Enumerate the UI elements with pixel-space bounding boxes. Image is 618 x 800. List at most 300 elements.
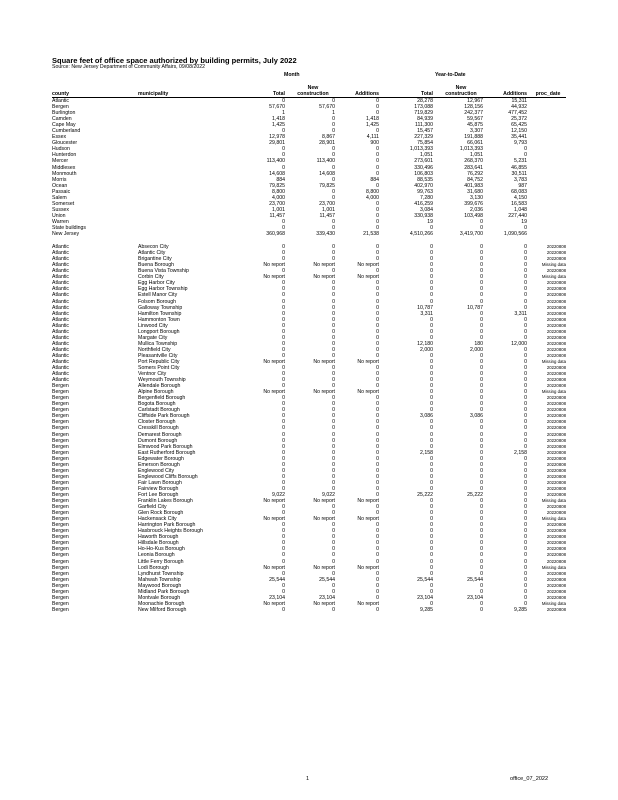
month-new-cell: No report xyxy=(313,389,335,396)
proc-date-cell: 20220808 xyxy=(546,328,566,334)
ytd-total-cell: 99,763 xyxy=(417,188,433,195)
ytd-total-cell: 0 xyxy=(430,540,433,547)
ytd-new-cell: 25,222 xyxy=(467,492,483,498)
ytd-new-cell: 0 xyxy=(480,286,483,293)
ytd-new-cell: 0 xyxy=(480,262,483,269)
ytd-additions-cell: 0 xyxy=(524,431,527,438)
month-new-cell: 0 xyxy=(332,292,335,299)
municipality-cell: Estell Manor City xyxy=(138,292,178,299)
ytd-total-cell: 23,104 xyxy=(417,594,433,601)
month-new-cell: 0 xyxy=(332,188,335,195)
ytd-total-cell: 4,510,266 xyxy=(409,231,433,238)
municipality-cell: Northfield City xyxy=(138,346,171,353)
ytd-new-cell: 0 xyxy=(480,310,483,317)
proc-date-cell: 20220808 xyxy=(546,552,566,558)
ytd-total-cell: 111,300 xyxy=(415,122,433,129)
month-additions-cell: 0 xyxy=(376,200,379,207)
ytd-new-cell: 0 xyxy=(480,522,483,529)
municipality-cell: Ventnor City xyxy=(138,371,167,378)
ytd-new-cell: 0 xyxy=(480,606,483,613)
county-cell: Cape May xyxy=(52,122,76,129)
municipality-cell: Absecon City xyxy=(138,244,169,251)
county-cell: Bergen xyxy=(52,594,69,601)
proc-date-cell: 20220808 xyxy=(546,250,566,256)
month-total-cell: 0 xyxy=(282,250,285,257)
municipality-cell: Garfield City xyxy=(138,504,167,511)
municipality-rows xyxy=(52,244,566,613)
ytd-additions-cell: 65,425 xyxy=(511,122,527,129)
municipality-cell: Fairview Borough xyxy=(138,485,179,492)
month-additions-cell: 0 xyxy=(376,479,379,486)
ytd-total-cell: 3,084 xyxy=(420,206,433,213)
col-month-total: Total xyxy=(246,84,288,98)
municipality-cell: Little Ferry Borough xyxy=(138,558,184,565)
month-new-cell: 0 xyxy=(332,176,335,183)
month-additions-cell: 0 xyxy=(376,170,379,177)
month-total-cell: 0 xyxy=(282,473,285,480)
month-additions-cell: 0 xyxy=(376,510,379,517)
county-cell: Atlantic xyxy=(52,328,70,335)
month-total-cell: 0 xyxy=(282,582,285,589)
month-additions-cell: 0 xyxy=(376,546,379,553)
ytd-total-cell: 0 xyxy=(430,516,433,523)
proc-date-cell: 20220808 xyxy=(546,510,566,516)
month-new-cell: 0 xyxy=(332,128,335,135)
month-new-cell: 14,608 xyxy=(319,170,335,177)
county-cell: Passaic xyxy=(52,188,71,195)
ytd-total-cell: 1,013,393 xyxy=(409,146,433,153)
ytd-new-cell: 0 xyxy=(480,377,483,384)
month-total-cell: 29,801 xyxy=(269,140,285,147)
month-total-cell: 0 xyxy=(282,244,285,251)
month-new-cell: 0 xyxy=(332,401,335,408)
proc-date-cell: Missing data xyxy=(541,516,566,522)
ytd-additions-cell: 0 xyxy=(524,419,527,426)
month-new-cell: 9,022 xyxy=(322,492,335,498)
proc-date-cell: 20220808 xyxy=(546,449,566,455)
municipality-cell: Lodi Borough xyxy=(138,564,169,571)
proc-date-cell: 20220808 xyxy=(546,419,566,425)
month-total-cell: 0 xyxy=(282,224,285,231)
ytd-new-cell: 0 xyxy=(480,280,483,287)
county-cell: Atlantic xyxy=(52,304,70,311)
proc-date-cell: 20220808 xyxy=(546,546,566,552)
month-additions-cell: 0 xyxy=(376,522,379,529)
ytd-additions-cell: 0 xyxy=(524,558,527,565)
month-additions-cell: 900 xyxy=(370,140,379,147)
month-new-cell: 0 xyxy=(332,522,335,529)
proc-date-cell: 20220808 xyxy=(546,492,566,497)
ytd-new-cell: 0 xyxy=(480,564,483,571)
month-total-cell: 0 xyxy=(282,298,285,305)
ytd-total-cell: 0 xyxy=(430,570,433,577)
ytd-additions-cell: 0 xyxy=(524,413,527,420)
month-total-cell: 0 xyxy=(282,268,285,275)
month-total-cell: 0 xyxy=(282,419,285,426)
county-cell: Bergen xyxy=(52,504,69,511)
month-additions-cell: 0 xyxy=(376,449,379,456)
proc-date-cell: 20220808 xyxy=(546,401,566,407)
ytd-additions-cell: 0 xyxy=(524,280,527,287)
month-total-cell: 0 xyxy=(282,218,285,225)
month-new-cell: 0 xyxy=(332,534,335,541)
month-additions-cell: 0 xyxy=(376,395,379,402)
source-note: Source: New Jersey Department of Community Affairs, 09/08/2022 xyxy=(52,64,206,70)
county-cell: Bergen xyxy=(52,389,69,396)
month-total-cell: 0 xyxy=(282,334,285,341)
month-new-cell: 0 xyxy=(332,570,335,577)
month-new-cell: 0 xyxy=(332,510,335,517)
county-cell: Bergen xyxy=(52,498,69,505)
month-new-cell: 0 xyxy=(332,504,335,511)
month-additions-cell: 0 xyxy=(376,206,379,213)
municipality-cell: Margate City xyxy=(138,334,168,341)
proc-date-cell: 20220808 xyxy=(546,371,566,377)
proc-date-cell: Missing data xyxy=(541,600,566,606)
ytd-additions-cell: 15,311 xyxy=(511,98,527,104)
ytd-total-cell: 0 xyxy=(430,371,433,378)
month-new-cell: 0 xyxy=(332,152,335,159)
municipality-cell: Weymouth Township xyxy=(138,377,186,384)
month-total-cell: 0 xyxy=(282,546,285,553)
month-new-cell: No report xyxy=(313,262,335,269)
county-cell: Bergen xyxy=(52,443,69,450)
month-additions-cell: 0 xyxy=(376,534,379,541)
proc-date-cell: 20220808 xyxy=(546,534,566,540)
month-total-cell: 0 xyxy=(282,304,285,311)
month-additions-cell: 0 xyxy=(376,540,379,547)
month-new-cell: 0 xyxy=(332,122,335,129)
ytd-new-cell: 1,013,393 xyxy=(459,146,483,153)
ytd-new-cell: 25,544 xyxy=(467,576,483,583)
county-cell: Bergen xyxy=(52,419,69,426)
county-cell: Bergen xyxy=(52,540,69,547)
ytd-new-cell: 0 xyxy=(480,224,483,231)
month-total-cell: 0 xyxy=(282,407,285,414)
month-new-cell: 0 xyxy=(332,98,335,104)
ytd-new-cell: 66,061 xyxy=(467,140,483,147)
county-cell: Essex xyxy=(52,134,67,141)
month-total-cell: No report xyxy=(263,389,285,396)
ytd-additions-cell: 0 xyxy=(524,389,527,396)
month-total-cell: No report xyxy=(263,516,285,523)
ytd-new-cell: 0 xyxy=(480,425,483,432)
ytd-total-cell: 0 xyxy=(430,395,433,402)
proc-date-cell: 20220808 xyxy=(546,437,566,443)
month-additions-cell: 4,000 xyxy=(366,194,379,201)
ytd-total-cell: 106,803 xyxy=(414,170,433,177)
ytd-new-cell: 399,676 xyxy=(464,200,483,207)
proc-date-cell: 20220808 xyxy=(546,594,566,600)
month-total-cell: No report xyxy=(263,358,285,365)
municipality-row xyxy=(52,607,566,613)
month-additions-cell: 0 xyxy=(376,304,379,311)
month-total-cell: 1,425 xyxy=(272,122,285,129)
municipality-cell: Cresskill Borough xyxy=(138,425,179,432)
ytd-new-cell: 0 xyxy=(480,528,483,535)
proc-date-cell: Missing data xyxy=(541,389,566,395)
month-total-cell: 0 xyxy=(282,606,285,613)
ytd-new-cell: 12,967 xyxy=(467,98,483,104)
ytd-additions-cell: 0 xyxy=(524,322,527,329)
month-additions-cell: 0 xyxy=(376,256,379,263)
ytd-total-cell: 0 xyxy=(430,510,433,517)
ytd-total-cell: 9,285 xyxy=(420,606,433,613)
ytd-new-cell: 0 xyxy=(480,437,483,444)
county-cell: Middlesex xyxy=(52,164,76,171)
month-additions-cell: 0 xyxy=(376,352,379,359)
ytd-total-cell: 0 xyxy=(430,377,433,384)
col-ytd-new-construction: New construction xyxy=(436,84,486,98)
ytd-new-cell: 84,752 xyxy=(467,176,483,183)
ytd-additions-cell: 0 xyxy=(524,522,527,529)
county-cell: Atlantic xyxy=(52,371,70,378)
ytd-additions-cell: 0 xyxy=(524,570,527,577)
municipality-cell: Leonia Borough xyxy=(138,552,175,559)
ytd-total-cell: 0 xyxy=(430,401,433,408)
month-new-cell: 0 xyxy=(332,298,335,305)
ytd-additions-cell: 0 xyxy=(524,461,527,468)
municipality-cell: Mullica Township xyxy=(138,340,178,347)
ytd-additions-cell: 0 xyxy=(524,485,527,492)
county-cell: Bergen xyxy=(52,383,69,390)
month-total-cell: 25,544 xyxy=(269,576,285,583)
month-total-cell: 4,000 xyxy=(272,194,285,201)
month-total-cell: 0 xyxy=(282,534,285,541)
municipality-cell: East Rutherford Borough xyxy=(138,449,196,456)
month-additions-cell: 0 xyxy=(376,316,379,323)
month-additions-cell: 0 xyxy=(376,443,379,450)
proc-date-cell: 20220808 xyxy=(546,485,566,491)
ytd-additions-cell: 1,090,566 xyxy=(503,231,527,238)
month-new-cell: 0 xyxy=(332,467,335,474)
proc-date-cell: 20220808 xyxy=(546,334,566,340)
col-municipality: municipality xyxy=(138,84,246,98)
month-total-cell: 0 xyxy=(282,316,285,323)
ytd-additions-cell: 68,083 xyxy=(511,188,527,195)
municipality-cell: Somers Point City xyxy=(138,365,180,372)
month-new-cell: 0 xyxy=(332,431,335,438)
ytd-total-cell: 25,544 xyxy=(417,576,433,583)
ytd-new-cell: 0 xyxy=(480,600,483,607)
municipality-cell: Elmwood Park Borough xyxy=(138,443,193,450)
proc-date-cell: 20220808 xyxy=(546,407,566,413)
ytd-additions-cell: 0 xyxy=(524,224,527,231)
ytd-total-cell: 416,259 xyxy=(414,200,433,207)
col-ytd-additions: Additions xyxy=(486,84,530,98)
month-additions-cell: No report xyxy=(357,274,379,281)
ytd-new-cell: 0 xyxy=(480,358,483,365)
proc-date-cell: 20220808 xyxy=(546,582,566,588)
month-new-cell: 0 xyxy=(332,479,335,486)
month-total-cell: No report xyxy=(263,600,285,607)
page-title: Square feet of office space authorized by building permits, July 2022 xyxy=(52,56,297,65)
ytd-new-cell: 0 xyxy=(480,516,483,523)
col-ytd-total: Total xyxy=(382,84,436,98)
permits-table xyxy=(52,84,566,613)
ytd-new-cell: 0 xyxy=(480,570,483,577)
ytd-new-cell: 0 xyxy=(480,256,483,263)
municipality-cell: Englewood Cliffs Borough xyxy=(138,473,198,480)
ytd-total-cell: 0 xyxy=(430,528,433,535)
ytd-new-cell: 0 xyxy=(480,292,483,299)
month-total-cell: No report xyxy=(263,274,285,281)
month-total-cell: 1,418 xyxy=(272,116,285,123)
ytd-new-cell: 0 xyxy=(480,449,483,456)
month-additions-cell: 0 xyxy=(376,286,379,293)
ytd-new-cell: 2,036 xyxy=(470,206,483,213)
ytd-new-cell: 0 xyxy=(480,419,483,426)
county-cell: Atlantic xyxy=(52,346,70,353)
ytd-total-cell: 15,457 xyxy=(417,128,433,135)
county-cell: Bergen xyxy=(52,467,69,474)
ytd-new-cell: 0 xyxy=(480,298,483,305)
ytd-additions-cell: 0 xyxy=(524,383,527,390)
month-additions-cell: 0 xyxy=(376,528,379,535)
ytd-additions-cell: 30,511 xyxy=(511,170,527,177)
municipality-cell: Franklin Lakes Borough xyxy=(138,498,193,505)
ytd-total-cell: 1,051 xyxy=(420,152,433,159)
county-cell: Bergen xyxy=(52,588,69,595)
ytd-new-cell: 242,377 xyxy=(464,110,483,117)
county-cell: Bergen xyxy=(52,473,69,480)
month-new-cell: 0 xyxy=(332,352,335,359)
ytd-new-cell: 3,086 xyxy=(470,413,483,420)
month-new-cell: 0 xyxy=(332,552,335,559)
municipality-cell: Fort Lee Borough xyxy=(138,492,179,498)
ytd-new-cell: 1,051 xyxy=(470,152,483,159)
ytd-total-cell: 0 xyxy=(430,256,433,263)
municipality-cell: Closter Borough xyxy=(138,419,176,426)
month-new-cell: No report xyxy=(313,600,335,607)
county-cell: New Jersey xyxy=(52,231,80,238)
ytd-total-cell: 0 xyxy=(430,498,433,505)
county-cell: Bergen xyxy=(52,401,69,408)
col-month-additions: Additions xyxy=(338,84,382,98)
month-additions-cell: 0 xyxy=(376,377,379,384)
ytd-additions-cell: 0 xyxy=(524,504,527,511)
municipality-cell: Buena Vista Township xyxy=(138,268,189,275)
month-total-cell: 11,457 xyxy=(269,212,285,219)
municipality-cell: Hamilton Township xyxy=(138,310,182,317)
ytd-additions-cell: 0 xyxy=(524,443,527,450)
ytd-total-cell: 273,601 xyxy=(414,158,433,165)
month-additions-cell: 0 xyxy=(376,570,379,577)
county-cell: Bergen xyxy=(52,600,69,607)
ytd-total-cell: 0 xyxy=(430,443,433,450)
ytd-new-cell: 0 xyxy=(480,401,483,408)
month-additions-cell: 1,418 xyxy=(366,116,379,123)
ytd-new-cell: 0 xyxy=(480,334,483,341)
ytd-additions-cell: 16,583 xyxy=(511,200,527,207)
county-cell: Atlantic xyxy=(52,268,70,275)
county-cell: Bergen xyxy=(52,522,69,529)
month-new-cell: 0 xyxy=(332,546,335,553)
county-cell: Atlantic xyxy=(52,377,70,384)
ytd-total-cell: 0 xyxy=(430,389,433,396)
proc-date-cell: 20220808 xyxy=(546,431,566,437)
month-total-cell: 12,978 xyxy=(269,134,285,141)
ytd-total-cell: 0 xyxy=(430,437,433,444)
ytd-new-cell: 0 xyxy=(480,371,483,378)
month-additions-cell: 0 xyxy=(376,268,379,275)
municipality-cell: Glen Rock Borough xyxy=(138,510,184,517)
proc-date-cell: 20220808 xyxy=(546,413,566,419)
month-total-cell: 0 xyxy=(282,479,285,486)
ytd-additions-cell: 0 xyxy=(524,534,527,541)
ytd-total-cell: 0 xyxy=(430,365,433,372)
month-new-cell: 0 xyxy=(332,244,335,251)
municipality-cell: Cliffside Park Borough xyxy=(138,413,190,420)
municipality-cell: Port Republic City xyxy=(138,358,180,365)
ytd-total-cell: 330,938 xyxy=(414,212,433,219)
municipality-cell: Haworth Borough xyxy=(138,534,179,541)
ytd-new-cell: 31,680 xyxy=(467,188,483,195)
month-total-cell: 0 xyxy=(282,588,285,595)
ytd-total-cell: 0 xyxy=(430,600,433,607)
ytd-total-cell: 3,086 xyxy=(420,413,433,420)
month-new-cell: 0 xyxy=(332,280,335,287)
col-county: county xyxy=(52,84,138,98)
ytd-additions-cell: 0 xyxy=(524,516,527,523)
proc-date-cell: 20220808 xyxy=(546,570,566,576)
ytd-additions-cell: 0 xyxy=(524,437,527,444)
month-additions-cell: 0 xyxy=(376,552,379,559)
ytd-new-cell: 0 xyxy=(480,455,483,462)
county-cell: Morris xyxy=(52,176,67,183)
ytd-total-cell: 0 xyxy=(430,461,433,468)
ytd-new-cell: 0 xyxy=(480,461,483,468)
month-new-cell: 0 xyxy=(332,383,335,390)
month-new-cell: 0 xyxy=(332,558,335,565)
month-new-cell: 0 xyxy=(332,316,335,323)
proc-date-cell: 20220808 xyxy=(546,558,566,564)
proc-date-cell: 20220808 xyxy=(546,286,566,292)
ytd-total-cell: 0 xyxy=(430,419,433,426)
month-additions-cell: 884 xyxy=(370,176,379,183)
municipality-cell: Longport Borough xyxy=(138,328,180,335)
month-new-cell: 0 xyxy=(332,146,335,153)
proc-date-cell: Missing data xyxy=(541,498,566,504)
county-cell: State buildings xyxy=(52,224,87,231)
county-cell: Bergen xyxy=(52,395,69,402)
month-additions-cell: 0 xyxy=(376,250,379,257)
month-additions-cell: 0 xyxy=(376,224,379,231)
county-cell: Bergen xyxy=(52,516,69,523)
ytd-total-cell: 0 xyxy=(430,407,433,414)
ytd-new-cell: 10,787 xyxy=(467,304,483,311)
municipality-cell: Buena Borough xyxy=(138,262,175,269)
month-new-cell: 1,001 xyxy=(322,206,335,213)
month-total-cell: 0 xyxy=(282,461,285,468)
month-total-cell: No report xyxy=(263,564,285,571)
ytd-total-cell: 0 xyxy=(430,552,433,559)
ytd-new-cell: 0 xyxy=(480,473,483,480)
month-additions-cell: 0 xyxy=(376,158,379,165)
month-new-cell: 0 xyxy=(332,419,335,426)
county-cell: Atlantic xyxy=(52,274,70,281)
month-new-cell: 1 xyxy=(332,110,335,117)
municipality-cell: Pleasantville City xyxy=(138,352,178,359)
county-cell: Atlantic xyxy=(52,365,70,372)
proc-date-cell: 20220808 xyxy=(546,268,566,274)
ytd-additions-cell: 0 xyxy=(524,146,527,153)
month-total-cell: 0 xyxy=(282,485,285,492)
month-new-cell: 0 xyxy=(332,194,335,201)
county-cell: Bergen xyxy=(52,552,69,559)
proc-date-cell: 20220808 xyxy=(546,443,566,449)
ytd-total-cell: 0 xyxy=(430,358,433,365)
